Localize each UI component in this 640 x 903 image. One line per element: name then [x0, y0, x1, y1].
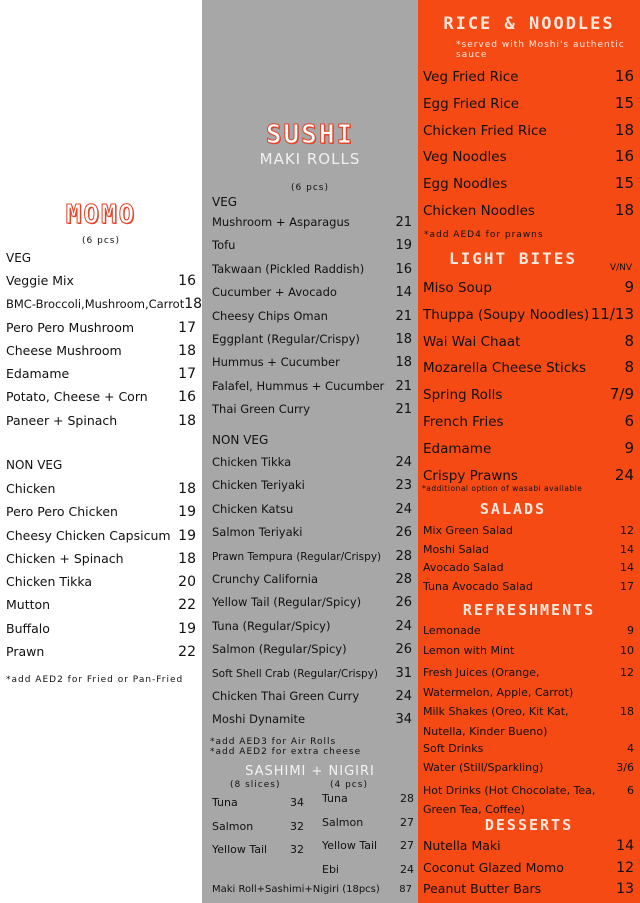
menu-item: [423, 838, 634, 860]
menu-item: [423, 278, 634, 305]
menu-item: [212, 820, 304, 844]
item-name: Prawn: [6, 644, 45, 660]
menu-item: [212, 355, 412, 378]
menu-item: [423, 580, 634, 599]
item-name: Buffalo: [6, 620, 50, 636]
menu-item: [423, 385, 634, 412]
menu-item: [212, 689, 412, 712]
menu-item: [6, 481, 196, 504]
menu-item: [212, 595, 412, 618]
item-price: 21: [395, 402, 412, 418]
menu-item: [423, 761, 634, 781]
item-price: 24: [395, 688, 412, 704]
item-name: Tuna Avocado Salad: [423, 579, 533, 593]
menu-item: [212, 642, 412, 665]
menu-item: [212, 549, 412, 572]
item-price: 19: [178, 504, 196, 521]
item-price: 12: [620, 666, 634, 680]
item-name: Chicken Katsu: [212, 501, 294, 516]
combo-item: [212, 884, 412, 895]
rice-noodles-column: [418, 0, 640, 903]
item-name: Egg Fried Rice: [423, 95, 520, 112]
menu-item: [212, 309, 412, 332]
item-name: Chicken: [6, 481, 56, 496]
menu-item: [423, 305, 634, 332]
desserts-title: DESSERTS: [484, 816, 574, 834]
item-price: 27: [400, 839, 414, 852]
item-name: Pero Pero Chicken: [6, 504, 118, 520]
menu-item: [6, 389, 196, 412]
menu-item: [212, 525, 412, 548]
menu-item: [423, 860, 634, 882]
nigiri-subtitle: (4 pcs): [330, 780, 368, 790]
item-name: Chicken Teriyaki: [212, 478, 305, 493]
menu-item: [212, 502, 412, 525]
item-price: 8: [624, 358, 634, 377]
item-name: Cheesy Chips Oman: [212, 308, 328, 323]
item-price: 27: [400, 815, 414, 829]
momo-column: [0, 0, 202, 903]
menu-item: [423, 147, 634, 174]
wasabi-note: *additional option of wasabi available: [422, 484, 583, 493]
menu-item: [6, 343, 196, 366]
sushi-nonveg-list: [212, 455, 412, 736]
salads-list: [423, 524, 634, 598]
item-name: Ebi: [322, 862, 339, 876]
menu-item: [212, 619, 412, 642]
item-name: Chicken + Spinach: [6, 550, 124, 566]
item-price: 17: [178, 319, 196, 336]
menu-item: [423, 524, 634, 543]
item-price: 18: [184, 296, 202, 313]
item-name: Spring Rolls: [423, 387, 503, 404]
item-name: Salmon Teriyaki: [212, 525, 303, 540]
item-name: Fresh Juices (Orange, Watermelon, Apple, Carrot): [423, 666, 574, 699]
momo-veg-heading: VEG: [6, 251, 32, 265]
menu-item: [212, 666, 412, 689]
item-price: 18: [620, 705, 634, 719]
item-price: 18: [614, 200, 634, 219]
item-price: 19: [178, 527, 196, 544]
item-price: 34: [395, 712, 412, 728]
item-name: Salmon (Regular/Spicy): [212, 642, 347, 657]
nigiri-list: [322, 792, 414, 886]
item-price: 6: [627, 783, 634, 797]
item-name: Chicken Thai Green Curry: [212, 688, 360, 703]
menu-item: [423, 881, 634, 903]
item-name: Eggplant (Regular/Crispy): [212, 331, 360, 346]
desserts-list: [423, 838, 634, 903]
sushi-title: SUSHI: [265, 120, 355, 150]
item-name: Lemon with Mint: [423, 643, 515, 657]
item-price: 6: [624, 411, 634, 430]
item-name: Veg Fried Rice: [423, 69, 519, 85]
item-name: Paneer + Spinach: [6, 412, 118, 428]
menu-item: [423, 358, 634, 385]
item-name: Chicken Tikka: [212, 455, 292, 469]
menu-item: [212, 379, 412, 402]
menu-item: [212, 215, 412, 238]
item-price: 20: [178, 574, 196, 591]
rice-list: [423, 67, 634, 228]
menu-item: [423, 94, 634, 121]
item-price: 16: [395, 261, 412, 277]
item-name: Hot Drinks (Hot Chocolate, Tea, Green Tea, Coffee): [423, 783, 596, 817]
item-price: 14: [395, 285, 412, 301]
maki-rolls-title: MAKI ROLLS: [259, 150, 361, 168]
menu-item: [423, 174, 634, 201]
item-price: 26: [395, 595, 412, 611]
menu-item: [6, 597, 196, 620]
item-price: 12: [616, 859, 634, 876]
item-price: 15: [614, 174, 634, 193]
menu-item: [212, 332, 412, 355]
item-price: 17: [178, 366, 196, 383]
item-price: 24: [395, 618, 412, 634]
menu-item: [212, 262, 412, 285]
menu-item: [322, 839, 414, 863]
item-price: 28: [395, 548, 412, 564]
item-name: Tofu: [212, 238, 236, 253]
item-name: Mozarella Cheese Sticks: [423, 360, 587, 377]
item-name: Cheese Mushroom: [6, 342, 122, 358]
item-name: Mix Green Salad: [423, 524, 513, 537]
item-name: Salmon: [322, 815, 364, 829]
item-price: 21: [395, 215, 412, 230]
menu-item: [6, 296, 202, 319]
item-price: 24: [614, 465, 634, 484]
sushi-subtitle: (6 pcs): [291, 183, 329, 193]
item-price: 13: [616, 881, 634, 897]
item-name: Thuppa (Soupy Noodles): [423, 306, 590, 323]
menu-item: [212, 455, 412, 478]
menu-item: [423, 543, 634, 562]
menu-item: [423, 121, 634, 148]
menu-item: [6, 551, 196, 574]
item-price: 87: [399, 884, 412, 895]
item-price: 28: [395, 571, 412, 587]
light-bites-list: [423, 278, 634, 492]
menu-item: [6, 621, 196, 644]
item-price: 21: [395, 308, 412, 324]
refreshments-list: [423, 624, 634, 820]
item-price: 18: [178, 481, 196, 497]
sashimi-nigiri-title: SASHIMI + NIGIRI: [245, 764, 375, 779]
menu-item: [6, 413, 196, 436]
item-price: 18: [178, 412, 196, 429]
item-price: 9: [624, 438, 634, 457]
menu-item: [423, 332, 634, 359]
item-name: Peanut Butter Bars: [423, 881, 542, 896]
item-name: Takwaan (Pickled Raddish): [212, 261, 365, 276]
item-price: 19: [395, 238, 412, 254]
menu-item: [6, 320, 196, 343]
item-name: Edamame: [6, 366, 70, 382]
item-name: Cucumber + Avocado: [212, 285, 337, 300]
menu-item: [212, 238, 412, 261]
item-name: BMC-Broccoli,Mushroom,Carrot: [6, 297, 185, 312]
menu-item: [423, 439, 634, 466]
menu-item: [322, 792, 414, 816]
sushi-veg-list: [212, 215, 412, 426]
item-price: 31: [395, 665, 412, 681]
item-name: Lemonade: [423, 624, 481, 637]
item-name: Tuna: [212, 796, 238, 809]
item-name: Milk Shakes (Oreo, Kit Kat, Nutella, Kinder Bueno): [423, 705, 569, 738]
momo-veg-list: [6, 251, 202, 436]
sushi-column: [202, 0, 418, 903]
item-name: Pero Pero Mushroom: [6, 319, 135, 335]
menu-item: [423, 702, 634, 741]
item-name: Crunchy California: [212, 571, 319, 586]
refreshments-title: REFRESHMENTS: [462, 601, 596, 619]
item-name: Moshi Salad: [423, 542, 489, 556]
item-name: Thai Green Curry: [212, 402, 311, 417]
item-name: Yellow Tail: [322, 839, 378, 852]
item-price: 22: [178, 597, 196, 614]
item-name: Tuna: [322, 792, 348, 805]
item-price: 3/6: [616, 761, 634, 775]
item-name: Mutton: [6, 597, 51, 613]
item-name: Chicken Tikka: [6, 574, 93, 590]
item-name: Soft Shell Crab (Regular/Crispy): [212, 667, 379, 680]
item-name: Chicken Noodles: [423, 202, 535, 219]
menu-item: [423, 67, 634, 94]
item-name: Maki Roll+Sashimi+Nigiri (18pcs): [212, 884, 380, 895]
item-name: Edamame: [423, 440, 492, 457]
item-name: Veg Noodles: [423, 149, 507, 166]
item-price: 14: [620, 542, 634, 556]
rice-noodles-title: RICE & NOODLES: [443, 14, 615, 34]
sashimi-list: [212, 796, 304, 867]
momo-nonveg-list: [6, 481, 196, 667]
item-name: Veggie Mix: [6, 273, 74, 288]
item-price: 16: [614, 147, 634, 166]
item-name: Hummus + Cucumber: [212, 355, 340, 370]
item-price: 26: [395, 642, 412, 658]
item-price: 22: [178, 644, 196, 661]
item-price: 18: [395, 355, 412, 371]
item-price: 14: [616, 838, 634, 854]
item-name: Chicken Fried Rice: [423, 122, 547, 139]
extra-cheese-note: *add AED2 for extra cheese: [210, 747, 362, 757]
salads-title: SALADS: [479, 500, 547, 518]
item-price: 12: [620, 524, 634, 537]
menu-item: [423, 781, 634, 820]
menu-item: [423, 412, 634, 439]
item-name: Egg Noodles: [423, 176, 508, 193]
item-name: Mushroom + Asparagus: [212, 215, 350, 229]
item-name: Yellow Tail (Regular/Spicy): [212, 595, 362, 610]
menu-item: [6, 366, 196, 389]
item-price: 9: [627, 624, 634, 637]
item-name: Tuna (Regular/Spicy): [212, 618, 331, 633]
light-bites-unit: V/NV: [609, 263, 632, 273]
menu-item: [6, 644, 196, 667]
item-name: Crispy Prawns: [423, 467, 518, 484]
item-price: 24: [400, 862, 414, 876]
item-price: 26: [395, 525, 412, 541]
item-price: 11/13: [590, 304, 634, 323]
item-price: 34: [290, 796, 304, 809]
sushi-veg-heading: VEG: [212, 195, 238, 209]
item-price: 16: [178, 273, 196, 289]
item-name: Soft Drinks: [423, 741, 484, 755]
item-name: Prawn Tempura (Regular/Crispy): [212, 550, 382, 563]
air-rolls-note: *add AED3 for Air Rolls: [210, 737, 337, 747]
item-price: 18: [178, 550, 196, 567]
item-name: Potato, Cheese + Corn: [6, 389, 148, 405]
item-price: 18: [178, 342, 196, 359]
menu-item: [212, 843, 304, 867]
menu-item: [212, 285, 412, 308]
item-price: 16: [614, 67, 634, 85]
item-price: 17: [620, 579, 634, 593]
menu-item: [212, 712, 412, 735]
menu-item: [212, 478, 412, 501]
item-name: Water (Still/Sparkling): [423, 761, 544, 775]
rice-note: *add AED4 for prawns: [424, 230, 544, 240]
menu-item: [423, 644, 634, 664]
item-name: Cheesy Chicken Capsicum: [6, 527, 171, 543]
item-name: Miso Soup: [423, 280, 492, 296]
menu-item: [212, 402, 412, 425]
item-price: 19: [178, 620, 196, 637]
menu-item: [212, 572, 412, 595]
momo-title: MOMO: [65, 200, 137, 230]
item-name: Nutella Maki: [423, 838, 501, 853]
menu-item: [423, 663, 634, 702]
item-price: 9: [624, 278, 634, 296]
menu-item: [6, 273, 196, 296]
menu-item: [6, 504, 196, 527]
item-price: 15: [614, 93, 634, 112]
item-price: 4: [627, 741, 634, 755]
menu-item: [322, 863, 414, 887]
menu-item: [6, 528, 196, 551]
item-price: 7/9: [609, 385, 634, 404]
item-price: 18: [614, 120, 634, 139]
menu-item: [322, 816, 414, 840]
menu-item: [423, 201, 634, 228]
menu-item: [423, 624, 634, 644]
rice-subtitle: *served with Moshi's authentic sauce: [456, 40, 625, 60]
item-name: French Fries: [423, 413, 504, 430]
item-price: 18: [395, 331, 412, 347]
item-price: 8: [624, 331, 634, 350]
item-price: 10: [620, 643, 634, 657]
sashimi-subtitle: (8 slices): [230, 780, 281, 790]
item-price: 32: [290, 843, 304, 856]
item-name: Wai Wai Chaat: [423, 333, 521, 350]
item-price: 14: [620, 561, 634, 574]
item-price: 23: [395, 478, 412, 494]
item-name: Falafel, Hummus + Cucumber: [212, 378, 385, 393]
menu-item: [6, 574, 196, 597]
item-price: 24: [395, 501, 412, 517]
momo-subtitle: (6 pcs): [82, 236, 120, 246]
sushi-nonveg-heading: NON VEG: [212, 433, 269, 447]
item-price: 24: [395, 455, 412, 470]
menu-item: [423, 561, 634, 580]
item-price: 16: [178, 389, 196, 406]
item-name: Yellow Tail: [212, 843, 268, 856]
item-price: 21: [395, 378, 412, 394]
menu-item: [212, 796, 304, 820]
item-name: Coconut Glazed Momo: [423, 859, 564, 875]
momo-note: *add AED2 for Fried or Pan-Fried: [6, 675, 184, 685]
momo-nonveg-heading: NON VEG: [6, 458, 63, 472]
menu-item: [423, 742, 634, 762]
sushi-notes: [210, 737, 415, 757]
light-bites-title: LIGHT BITES: [449, 249, 577, 268]
item-name: Avocado Salad: [423, 561, 504, 574]
item-price: 32: [290, 819, 304, 833]
item-price: 28: [400, 792, 414, 805]
item-name: Moshi Dynamite: [212, 712, 306, 727]
item-name: Salmon: [212, 819, 254, 833]
